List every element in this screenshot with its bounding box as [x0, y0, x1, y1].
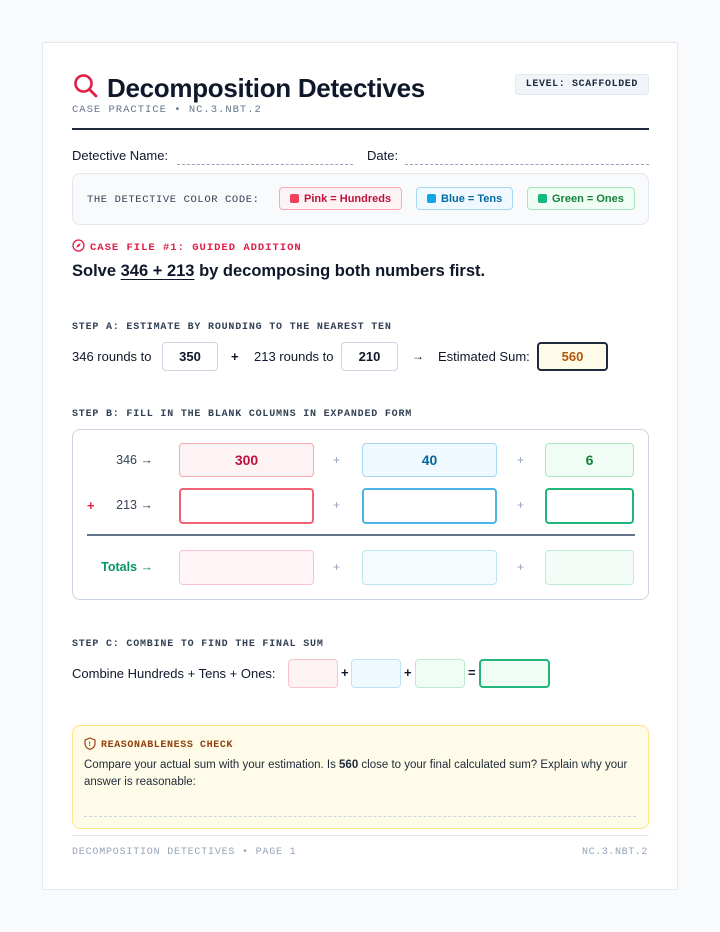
color-code-legend — [72, 173, 649, 225]
totals-ones-input[interactable] — [545, 550, 634, 585]
row2-plus-2: + — [517, 498, 525, 512]
combine-plus-1: + — [341, 665, 349, 680]
row1-label: 346 → — [116, 453, 153, 467]
row1-hundreds-cell: 300 — [179, 443, 314, 477]
footer-left: DECOMPOSITION DETECTIVES • PAGE 1 — [72, 847, 297, 858]
estimate-label: Estimated Sum: — [438, 349, 530, 364]
row1-plus-1: + — [333, 453, 341, 467]
detective-name-field[interactable] — [177, 164, 353, 165]
row2-ones-input[interactable] — [545, 488, 634, 524]
arrow-icon: → — [412, 349, 424, 363]
totals-plus-1: + — [333, 560, 341, 574]
step-a-plus: + — [231, 349, 239, 364]
check-text-before: Compare your actual sum with your estimation. Is — [84, 759, 340, 771]
row2-tens-input[interactable] — [362, 488, 497, 524]
totals-hundreds-input[interactable] — [179, 550, 314, 585]
footer-divider — [72, 835, 649, 836]
combine-equals: = — [468, 665, 476, 680]
page-title: Decomposition Detectives — [107, 73, 425, 103]
final-sum-input[interactable] — [479, 659, 550, 688]
step-a-first-text: 346 rounds to — [72, 349, 152, 364]
combine-tens-input[interactable] — [351, 659, 401, 688]
magnifier-icon — [73, 73, 99, 104]
combine-ones-input[interactable] — [415, 659, 465, 688]
svg-text:!: ! — [88, 741, 92, 748]
page-subtitle: CASE PRACTICE • NC.3.NBT.2 — [72, 104, 262, 116]
pink-swatch-icon — [290, 194, 299, 203]
level-badge: LEVEL: SCAFFOLDED — [515, 74, 649, 95]
step-a-title: STEP A: ESTIMATE BY ROUNDING TO THE NEAREST TEN — [72, 322, 392, 333]
totals-tens-input[interactable] — [362, 550, 497, 585]
estimated-sum-box[interactable]: 560 — [537, 342, 608, 371]
row2-label: 213 → — [116, 498, 153, 512]
check-answer-line[interactable] — [84, 816, 636, 817]
row1-plus-2: + — [517, 453, 525, 467]
check-title-text: REASONABLENESS CHECK — [101, 740, 234, 751]
compass-icon — [72, 239, 85, 256]
row2-hundreds-input[interactable] — [179, 488, 314, 524]
expanded-form-grid — [72, 429, 649, 600]
step-b-title: STEP B: FILL IN THE BLANK COLUMNS IN EXPANDED FORM — [72, 409, 413, 420]
totals-divider — [87, 534, 635, 536]
legend-chip-ones — [527, 187, 635, 210]
second-rounded-box[interactable]: 210 — [341, 342, 398, 371]
check-text-value: 560 — [339, 759, 359, 771]
legend-chip-label: Green = Ones — [552, 192, 624, 205]
problem-statement — [72, 262, 485, 281]
totals-plus-2: + — [517, 560, 525, 574]
step-c-title: STEP C: COMBINE TO FIND THE FINAL SUM — [72, 639, 324, 650]
case-file-text: CASE FILE #1: GUIDED ADDITION — [90, 241, 302, 254]
shield-icon — [84, 737, 96, 754]
header-divider — [72, 128, 649, 130]
totals-label: Totals → — [101, 560, 153, 574]
check-instructions — [84, 757, 634, 791]
case-file-label — [72, 239, 302, 256]
row2-plus-1: + — [333, 498, 341, 512]
check-text-after: close to your final calculated sum? Explain why your answer is reasonable: — [84, 759, 628, 788]
problem-expression: 346 + 213 — [120, 262, 195, 280]
legend-chip-label: Pink = Hundreds — [304, 192, 392, 205]
date-label: Date: — [367, 148, 399, 163]
problem-prefix: Solve — [72, 262, 121, 280]
row1-tens-cell: 40 — [362, 443, 497, 477]
title-row — [73, 73, 425, 104]
problem-suffix: by decomposing both numbers first. — [194, 262, 486, 280]
first-rounded-box[interactable]: 350 — [162, 342, 218, 371]
green-swatch-icon — [538, 194, 547, 203]
check-title — [84, 737, 233, 754]
legend-chip-hundreds — [279, 187, 402, 210]
legend-chip-label: Blue = Tens — [441, 192, 503, 205]
row1-ones-cell: 6 — [545, 443, 634, 477]
combine-plus-2: + — [404, 665, 412, 680]
footer-right: NC.3.NBT.2 — [581, 847, 648, 858]
step-c-label: Combine Hundreds + Tens + Ones: — [72, 666, 276, 681]
reasonableness-check-card — [72, 725, 649, 829]
legend-title: THE DETECTIVE COLOR CODE: — [87, 194, 260, 206]
blue-swatch-icon — [427, 194, 436, 203]
detective-name-label: Detective Name: — [72, 148, 169, 163]
legend-chip-tens — [416, 187, 513, 210]
date-field[interactable] — [405, 164, 649, 165]
worksheet-page — [42, 42, 678, 890]
step-a-second-text: 213 rounds to — [254, 349, 334, 364]
row2-plus-sign: + — [87, 498, 95, 513]
combine-hundreds-input[interactable] — [288, 659, 338, 688]
